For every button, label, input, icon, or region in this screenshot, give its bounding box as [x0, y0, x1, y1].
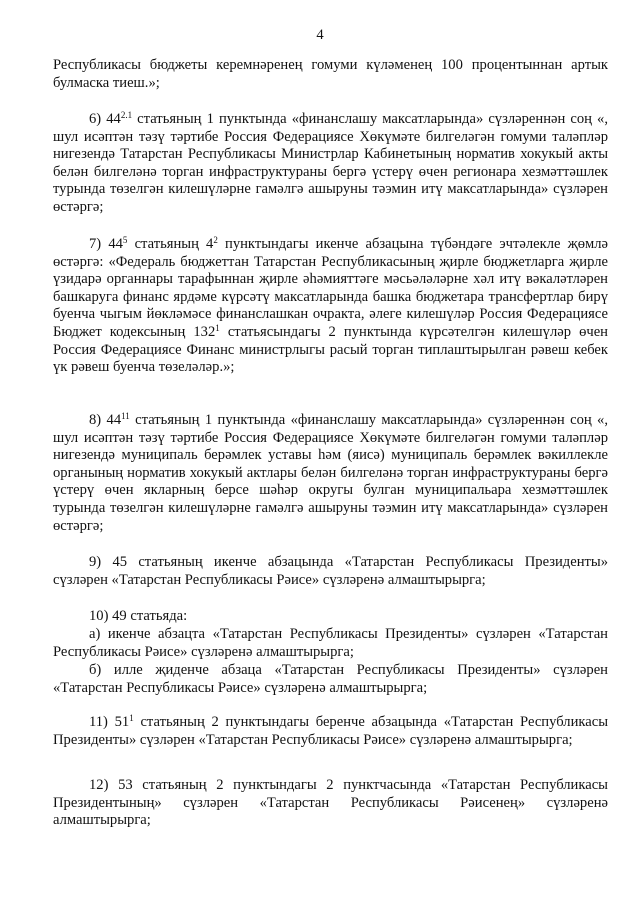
paragraph-item-10-b: б) илле җиденче абзаца «Татарстан Республикасы Президенты» сүзләрен «Татарстан Республикасы Рәисе» сүзләренә алмаштырырга;: [53, 662, 608, 696]
item-11-text: статьяның 2 пунктындагы беренче абзацында «Татарстан Республикасы Президенты» сүзләрен «Татарстан Республикасы Рәисе» сүзләренә алмаштырырга;: [53, 714, 609, 748]
page-number: 4: [316, 27, 324, 43]
item-7-text-a: статьяның 4: [127, 236, 214, 252]
paragraph-item-11: [53, 714, 608, 749]
paragraph-item-7: [53, 236, 608, 377]
item-6-text: статьяның 1 пунктында «финанслашу максатларында» сүзләреннән соң «, шул исәптән тәзү тәртибе Россия Федерациясе Хөкүмәте билгеләгән гомуми таләпләр нигезендә Татарстан Республикасы Министрлар Кабинетының норматив хокукый акты белән билгеләнә торган инфраструктураны бергә үстерү өчен регионара хезмәттәшлек турында төзелгән килешүләрне гамәлгә ашыруны тәэмин итү максатларында» сүзләрен өстәргә;: [53, 111, 608, 215]
paragraph-item-9: 9) 45 статьяның икенче абзацында «Татарстан Республикасы Президенты» сүзләрен «Татарстан Республикасы Рәисе» сүзләренә алмаштырырга;: [53, 554, 608, 588]
item-8-start: 8) 44: [89, 412, 122, 428]
item-7-code-article-superscript: 1: [215, 322, 220, 333]
paragraph-item-6: [53, 111, 608, 217]
item-8-article-superscript: 11: [121, 411, 130, 421]
item-11-start: 11) 51: [89, 714, 130, 730]
paragraph-item-8: [53, 412, 608, 535]
item-7-text-b: пунктындагы икенче абзацына түбәндәге эчтәлекле җөмлә өстәргә: «Федераль бюджеттан Татарстан Республикасының җирле бюджетларга җирле үзидарә органнары тарафыннан җирле әһәмияттәге мәсьәләләрне хәл итү вәкаләтләрен башкаруга финанс ярдәме күрсәтү максатларында башка бюджетара трансфертлар бирү буенча чыгым йөкләмәсе финанслашкан очракта, әлеге килешүләр Россия Федерациясе Бюджет кодексының 132: [53, 236, 608, 340]
paragraph-item-10-a: а) икенче абзацта «Татарстан Республикасы Президенты» сүзләрен «Татарстан Республикасы Рәисе» сүзләренә алмаштырырга;: [53, 626, 608, 660]
paragraph-item-10-heading: 10) 49 статьяда:: [89, 608, 188, 624]
paragraph-continuation: Республикасы бюджеты керемнәренең гомуми күләменең 100 процентыннан артык булмаска тиеш.»;: [53, 57, 608, 91]
item-6-article-superscript: 2.1: [120, 110, 133, 120]
item-11-article-superscript: 1: [129, 713, 134, 723]
item-6-start: 6) 44: [89, 111, 121, 127]
item-7-article-superscript: 5: [122, 235, 128, 245]
item-7-start: 7) 44: [89, 236, 123, 252]
item-7-text-c: статьясындагы 2 пунктында күрсәтелгән килешүләр өчен Россия Федерациясе Финанс министрлыгы расый торган типлаштырылган рәвеш кебек үк рәвеш буенча төзеләләр.»;: [53, 323, 608, 376]
paragraph-item-12: 12) 53 статьяның 2 пунктындагы 2 пунктчасында «Татарстан Республикасы Президентының» сүзләрен «Татарстан Республикасы Рәисенең» сүзләренә алмаштырырга;: [53, 777, 608, 829]
item-8-text: статьяның 1 пунктында «финанслашу максатларында» сүзләреннән соң «, шул исәптән тәзү тәртибе Россия Федерациясе Хөкүмәте билгеләгән гомуми таләпләр нигезендә муниципаль берәмлек уставы һәм (яисә) муниципаль берәмлек вәкиллекле органының норматив хокукый актлары белән билгеләнә торган инфраструктураны бергә үстерү өчен якларның берсе шәһәр округы булган муниципальара хезмәттәшлек турында төзелгән килешүләрне гамәлгә ашыруны тәэмин итү максатларында» сүзләрен өстәргә;: [53, 412, 608, 534]
item-7-point-superscript: 2: [213, 235, 218, 245]
